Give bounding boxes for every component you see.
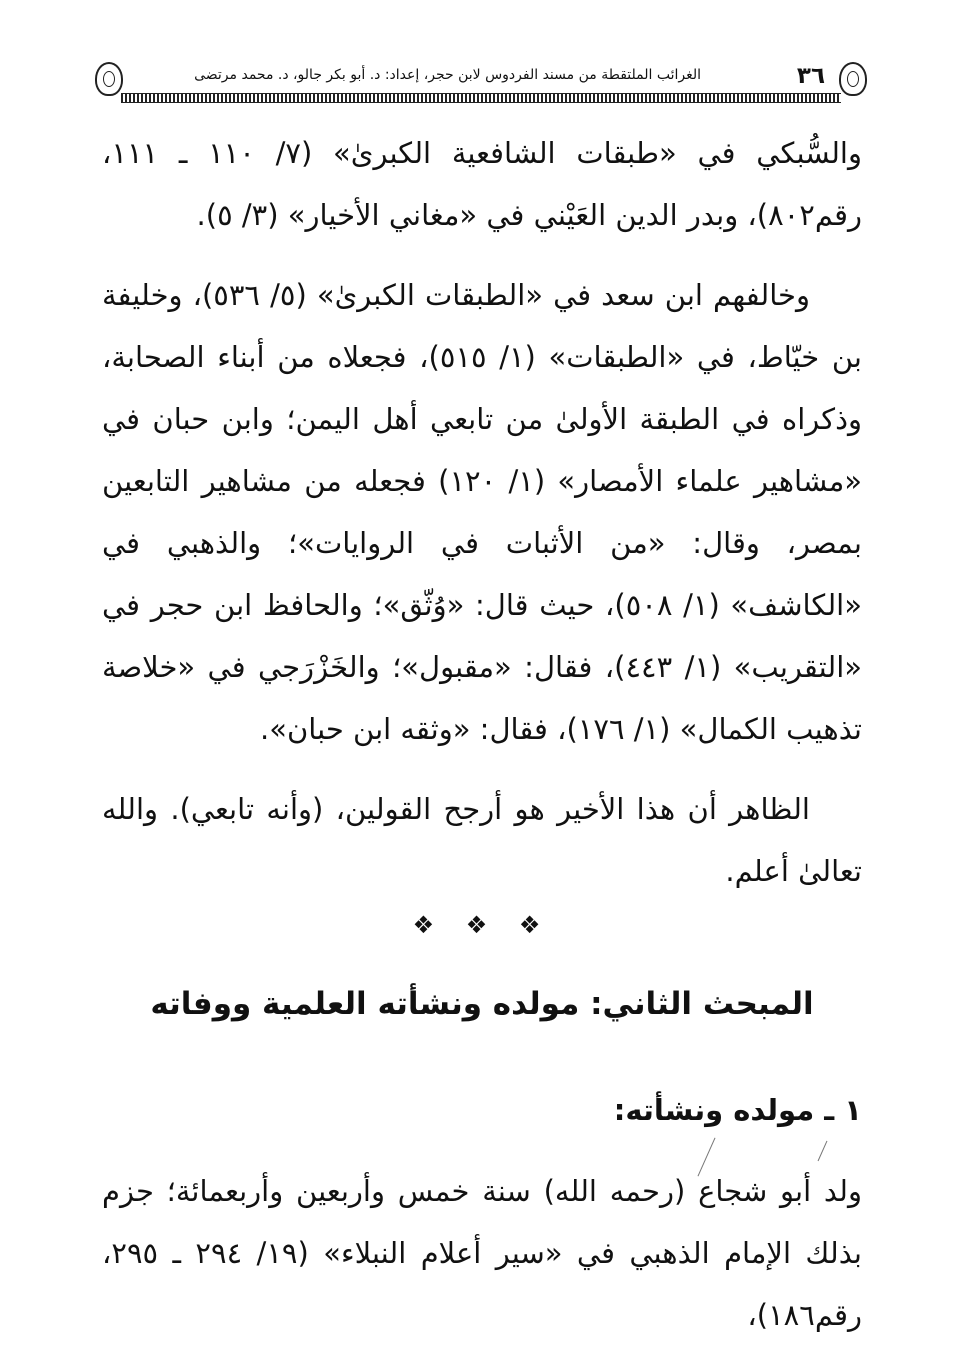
- header-ornament-right-icon: [839, 62, 867, 96]
- running-header: [95, 62, 867, 110]
- section-heading: المبحث الثاني: مولده ونشأته العلمية ووفاته: [150, 986, 814, 1022]
- page-number: ٣٦: [796, 63, 825, 89]
- header-ornament-left-icon: [95, 62, 123, 96]
- main-text-block: [102, 122, 862, 902]
- pen-mark-2: [817, 1141, 827, 1162]
- paragraph-1: والسُّبكي في «طبقات الشافعية الكبرىٰ» (٧/ ١١٠ ـ ١١١، رقم٨٠٢)، وبدر الدين العَيْني في «مغاني الأخيار» (٣/ ٥).: [102, 136, 862, 232]
- running-title: الغرائب الملتقطة من مسند الفردوس لابن حجر، إعداد: د. أبو بكر جالو، د. محمد مرتضى: [194, 67, 701, 83]
- section-separator: ❖ ❖ ❖: [412, 911, 553, 939]
- subsection-heading: ١ ـ مولده ونشأته:: [613, 1093, 862, 1127]
- bottom-paragraph: ولد أبو شجاع (رحمه الله) سنة خمس وأربعين وأربعمائة؛ جزم بذلك الإمام الذهبي في «سير أعلام النبلاء» (١٩/ ٢٩٤ ـ ٢٩٥، رقم١٨٦)،: [102, 1174, 862, 1332]
- header-decorative-rule: [121, 93, 841, 103]
- paragraph-3: الظاهر أن هذا الأخير هو أرجح القولين، (وأنه تابعي). والله تعالىٰ أعلم.: [102, 792, 862, 888]
- paragraph-2: وخالفهم ابن سعد في «الطبقات الكبرىٰ» (٥/ ٥٣٦)، وخليفة بن خيّاط، في «الطبقات» (١/ ٥١٥)، فجعلاه من أبناء الصحابة، وذكراه في الطبقة الأولىٰ من تابعي أهل اليمن؛ وابن حبان في «مشاهير علماء الأمصار» (١/ ١٢٠) فجعله من مشاهير التابعين بمصر، وقال: «من الأثبات في الروايات»؛ والذهبي في «الكاشف» (١/ ٥٠٨)، حيث قال: «وُثّق»؛ والحافظ ابن حجر في «التقريب» (١/ ٤٤٣)، فقال: «مقبول»؛ والخَزْرَجي في «خلاصة تذهيب الكمال» (١/ ١٧٦)، فقال: «وثقه ابن حبان».: [102, 278, 863, 746]
